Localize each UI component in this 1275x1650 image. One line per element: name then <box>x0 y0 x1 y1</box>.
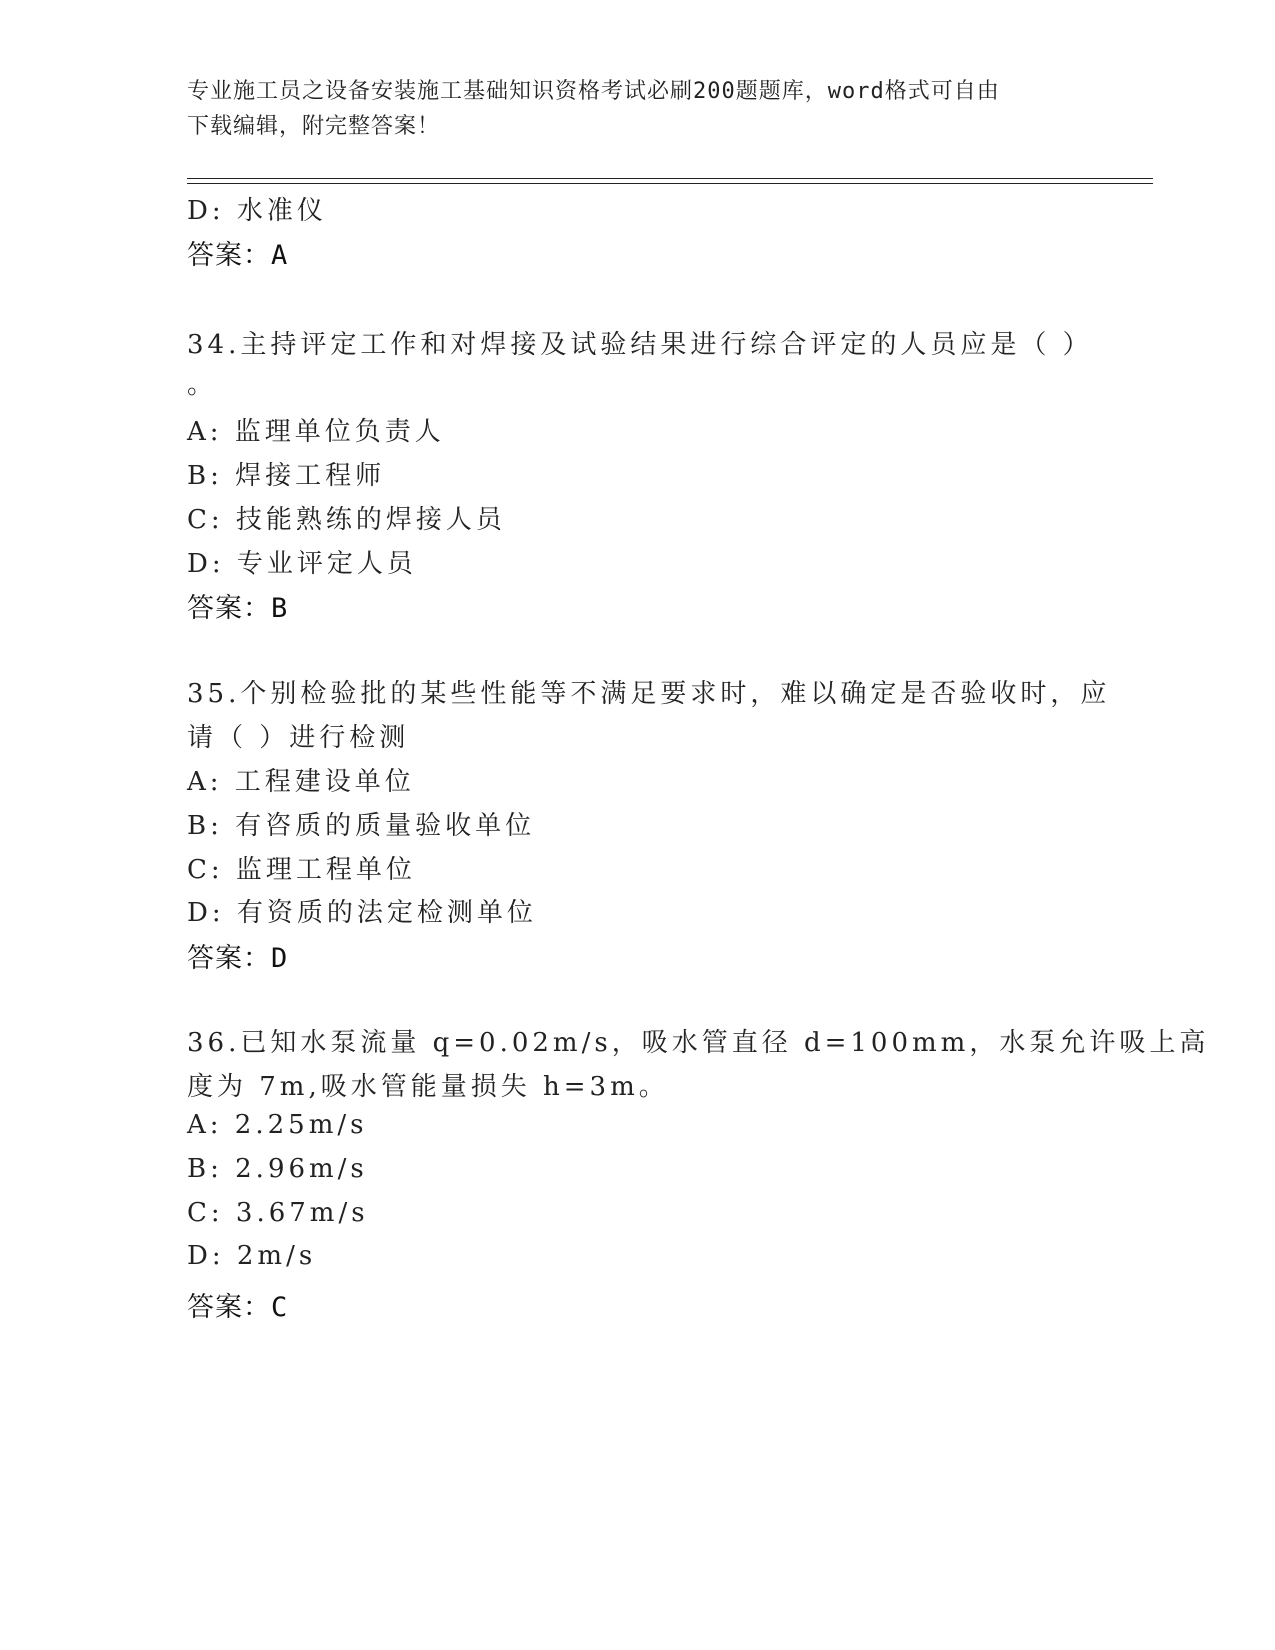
q36-option-b: B: 2.96m/s <box>187 1154 368 1184</box>
header-divider-top <box>187 178 1153 179</box>
q33-answer: 答案：A <box>187 240 289 271</box>
q34-answer: 答案：B <box>187 593 289 624</box>
q35-option-c: C: 监理工程单位 <box>187 855 416 885</box>
q34-option-a: A: 监理单位负责人 <box>187 417 445 447</box>
q36-stem-line-2: 度为 7m,吸水管能量损失 h=3m。 <box>187 1072 669 1102</box>
q36-option-a: A: 2.25m/s <box>187 1110 368 1140</box>
q34-option-b: B: 焊接工程师 <box>187 461 386 491</box>
q35-option-b: B: 有咨质的质量验收单位 <box>187 811 536 841</box>
q34-option-d: D: 专业评定人员 <box>187 549 417 579</box>
q36-answer: 答案：C <box>187 1292 289 1323</box>
q35-option-d: D: 有资质的法定检测单位 <box>187 898 537 928</box>
q36-option-d: D: 2m/s <box>187 1241 317 1271</box>
q35-option-a: A: 工程建设单位 <box>187 767 415 797</box>
document-header <box>187 74 1067 144</box>
q34-option-c: C: 技能熟练的焊接人员 <box>187 505 506 535</box>
q35-answer: 答案：D <box>187 943 289 974</box>
q35-stem-line-2: 请（ ）进行检测 <box>187 723 410 753</box>
q36-stem-line-1: 36.已知水泵流量 q=0.02m/s，吸水管直径 d=100mm，水泵允许吸上高 <box>187 1028 1210 1058</box>
header-line-2: 下载编辑，附完整答案！ <box>187 114 441 139</box>
q34-stem-line-2: 。 <box>187 370 218 400</box>
q35-stem-line-1: 35.个别检验批的某些性能等不满足要求时，难以确定是否验收时，应 <box>187 679 1111 709</box>
q34-stem-line-1: 34.主持评定工作和对焊接及试验结果进行综合评定的人员应是（ ） <box>187 330 1093 360</box>
header-line-1: 专业施工员之设备安装施工基础知识资格考试必刷200题题库，word格式可自由 <box>187 79 1000 104</box>
q36-option-c: C: 3.67m/s <box>187 1198 369 1228</box>
q33-option-d: D: 水准仪 <box>187 196 327 226</box>
header-divider-bottom <box>187 183 1153 184</box>
